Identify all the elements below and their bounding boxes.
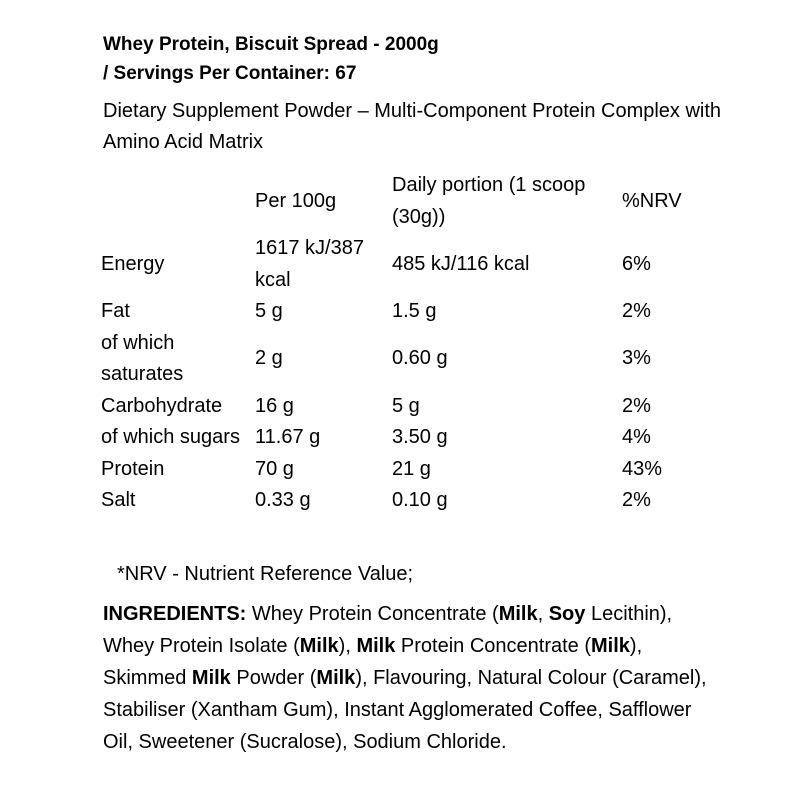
table-row-cell-0: of which saturates [101, 331, 184, 385]
ingredient-bold-segment: Milk [299, 635, 339, 657]
table-row-cell-2: 0.10 g [392, 489, 448, 511]
ingredient-text-segment: , [537, 603, 549, 625]
table-row [101, 454, 712, 486]
table-row-cell-3: 43% [622, 457, 663, 480]
ingredient-bold-segment: Milk [498, 603, 538, 625]
table-row [101, 233, 712, 296]
title-line-2: / Servings Per Container: 67 [103, 63, 357, 84]
title-line-1: Whey Protein, Biscuit Spread - 2000g [103, 34, 439, 55]
table-row-cell-2: 485 kJ/116 kcal [392, 252, 530, 275]
table-row-cell-0: Protein [101, 457, 165, 480]
table-row-cell-1: 1617 kJ/387 kcal [255, 237, 364, 291]
ingredient-text-segment: ), Flavouring, Natural Colour (Caramel), Stabiliser (Xantham Gum), Instant Agglomerated Coffee, Safflower Oil, Sweetener (Sucralose), Sodium Chloride. [103, 667, 707, 753]
table-header-row-cell-3: %NRV [622, 189, 682, 212]
ingredient-bold-segment: Milk [316, 667, 356, 689]
ingredient-text-segment: Protein Concentrate ( [395, 635, 591, 657]
ingredient-bold-segment: Milk [356, 635, 396, 657]
table-row-cell-1: 2 g [255, 347, 283, 370]
table-row-cell-1: 16 g [255, 394, 294, 417]
ingredient-bold-segment: Soy [548, 603, 586, 625]
ingredient-bold-segment: INGREDIENTS: [103, 603, 247, 625]
table-row-cell-3: 4% [622, 426, 651, 448]
table-row-cell-0: Energy [101, 252, 165, 275]
table-row-cell-3: 2% [622, 300, 651, 322]
ingredient-text-segment: ), [338, 635, 357, 657]
table-row [101, 328, 712, 391]
ingredient-text-segment: Lecithin), Whey Protein Isolate ( [103, 603, 673, 657]
product-description: Dietary Supplement Powder – Multi-Component Protein Complex with Amino Acid Matrix [103, 100, 722, 153]
nrv-footnote: *NRV - Nutrient Reference Value; [117, 563, 414, 585]
table-row-cell-1: 0.33 g [255, 489, 311, 511]
product-title [103, 30, 703, 88]
table-header-row-cell-1: Per 100g [255, 189, 337, 212]
table-row-cell-3: 3% [622, 347, 651, 370]
table-row-cell-3: 2% [622, 394, 651, 417]
table-row-cell-1: 70 g [255, 457, 294, 480]
table-row-cell-2: 1.5 g [392, 300, 437, 322]
table-row-cell-3: 2% [622, 489, 651, 511]
table-row [101, 485, 712, 517]
ingredients-list [103, 598, 713, 758]
table-row-cell-1: 5 g [255, 300, 283, 322]
table-header-row-cell-0 [101, 170, 255, 233]
table-row [101, 422, 712, 454]
table-row [101, 391, 712, 423]
table-row-cell-3: 6% [622, 252, 651, 275]
nutrition-table [101, 170, 712, 517]
ingredient-bold-segment: Milk [591, 635, 630, 657]
table-row-cell-2: 3.50 g [392, 426, 448, 448]
table-row-cell-0: Salt [101, 489, 136, 511]
table-row-cell-0: Fat [101, 300, 130, 322]
table-row-cell-0: of which sugars [101, 426, 240, 448]
table-row [101, 296, 712, 328]
table-row-cell-1: 11.67 g [255, 426, 321, 448]
table-row-cell-0: Carbohydrate [101, 394, 223, 417]
table-header-row [101, 170, 712, 233]
table-header-row-cell-2: Daily portion (1 scoop (30g)) [392, 174, 586, 228]
ingredient-text-segment: Powder ( [230, 667, 317, 689]
ingredient-text-segment: ), Skimmed [103, 635, 643, 689]
table-row-cell-2: 5 g [392, 394, 420, 417]
ingredient-bold-segment: Milk [191, 667, 231, 689]
table-row-cell-2: 0.60 g [392, 347, 448, 370]
ingredient-text-segment: Whey Protein Concentrate ( [246, 603, 499, 625]
table-row-cell-2: 21 g [392, 457, 431, 480]
